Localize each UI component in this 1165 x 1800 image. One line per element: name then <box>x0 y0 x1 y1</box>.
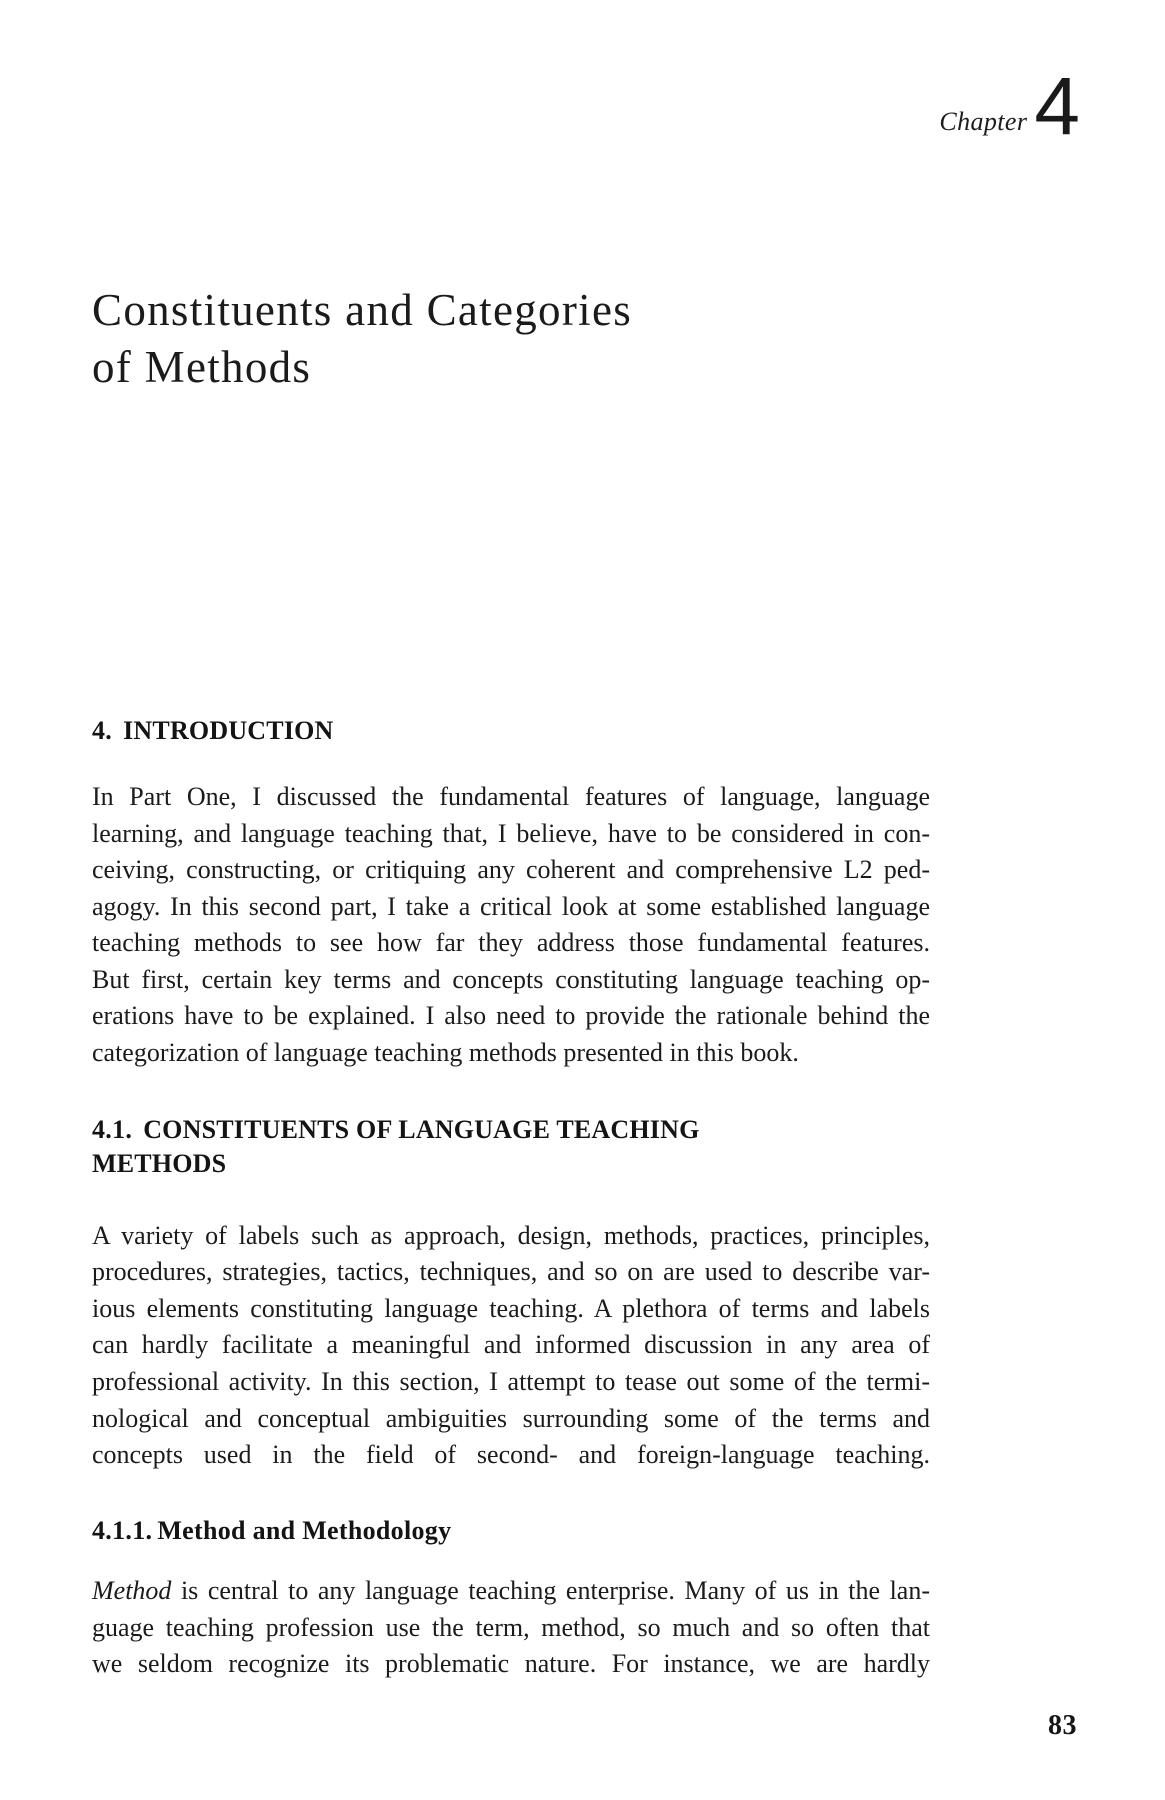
section-number: 4. <box>92 716 113 745</box>
text-line: But first, certain key terms and concepts constituting language teaching op- <box>92 964 930 994</box>
paragraph-constituents <box>92 1218 930 1474</box>
subsection-number: 4.1.1. <box>92 1515 153 1545</box>
chapter-number: 4 <box>1034 61 1079 152</box>
page-number: 83 <box>1048 1710 1077 1741</box>
text-line-remainder: is central to any language teaching enterprise. Many of us in the lan- <box>171 1576 930 1606</box>
section-title-line-2: METHODS <box>92 1148 227 1178</box>
page-title <box>92 282 852 395</box>
section-heading-constituents <box>92 1113 930 1180</box>
spacer <box>92 1547 930 1573</box>
paragraph-method <box>92 1573 930 1683</box>
chapter-label: Chapter <box>939 107 1028 136</box>
text-line: guage teaching profession use the term, method, so much and so often that <box>92 1612 930 1642</box>
text-line: learning, and language teaching that, I believe, have to be considered in con- <box>92 818 930 848</box>
section-title-line-1: CONSTITUENTS OF LANGUAGE TEACHING <box>143 1115 700 1145</box>
text-line: ious elements constituting language teaching. A plethora of terms and labels <box>92 1293 930 1323</box>
spacer <box>92 1474 930 1514</box>
text-line: we seldom recognize its problematic nature. For instance, we are hardly <box>92 1649 930 1679</box>
text-line: In Part One, I discussed the fundamental features of language, language <box>92 782 930 812</box>
spacer <box>92 1180 930 1218</box>
chapter-title-line-1: Constituents and Categories <box>92 285 633 336</box>
chapter-header <box>939 61 1079 152</box>
text-line: concepts used in the field of second- and foreign-language teaching. <box>92 1440 930 1470</box>
text-line: agogy. In this second part, I take a critical look at some established language <box>92 891 930 921</box>
text-line: ceiving, constructing, or critiquing any coherent and comprehensive L2 ped- <box>92 855 930 885</box>
italic-term: Method <box>92 1576 172 1606</box>
text-line: procedures, strategies, tactics, techniques, and so on are used to describe var- <box>92 1257 930 1287</box>
paragraph-introduction <box>92 779 930 1071</box>
spacer <box>92 747 930 779</box>
spacer <box>92 1071 930 1113</box>
text-line <box>92 1573 930 1610</box>
text-line: nological and conceptual ambiguities surrounding some of the terms and <box>92 1403 930 1433</box>
section-heading-introduction <box>92 714 930 747</box>
subsection-title: Method and Methodology <box>157 1515 452 1545</box>
chapter-title-line-2: of Methods <box>92 341 312 392</box>
text-line: A variety of labels such as approach, design, methods, practices, principles, <box>92 1220 930 1250</box>
text-line: categorization of language teaching methods presented in this book. <box>92 1037 799 1067</box>
text-line: can hardly facilitate a meaningful and informed discussion in any area of <box>92 1330 930 1360</box>
section-number: 4.1. <box>92 1115 133 1145</box>
text-line: professional activity. In this section, I attempt to tease out some of the termi- <box>92 1366 930 1396</box>
text-line: erations have to be explained. I also need to provide the rationale behind the <box>92 1001 930 1031</box>
text-line: teaching methods to see how far they address those fundamental features. <box>92 928 930 958</box>
content-column <box>92 714 930 1683</box>
subsection-heading-method <box>92 1514 930 1548</box>
section-title: INTRODUCTION <box>123 716 334 745</box>
